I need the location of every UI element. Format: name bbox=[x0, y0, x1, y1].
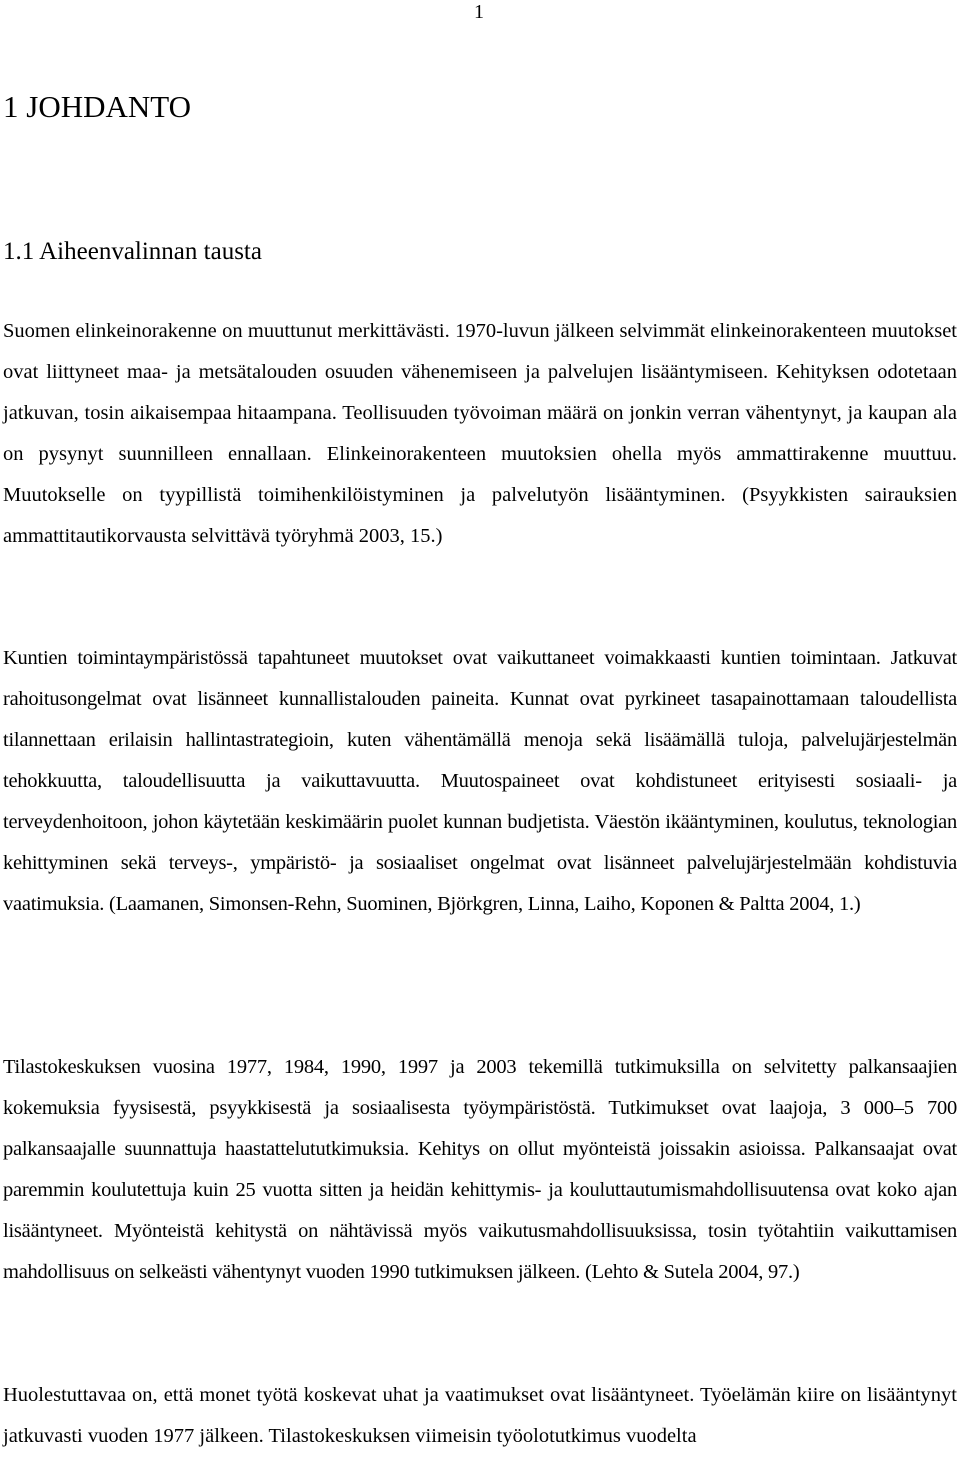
section-title: 1.1 Aiheenvalinnan tausta bbox=[3, 238, 262, 265]
paragraph-kuntien-toimintaymparisto: Kuntien toimintaympäristössä tapahtuneet muutokset ovat vaikuttaneet voimakkaasti kuntien toimintaan. Jatkuvat rahoitusongelmat ovat lisänneet kunnallistalouden paineita. Kunnat ovat pyrkineet tasapainottamaan taloudellista tilannettaan erilaisin hallintastrategioin, kuten vähentämällä menoja sekä lisäämällä tuloja, palvelujärjestelmän tehokkuutta, taloudellisuutta ja vaikuttavuutta. Muutospaineet ovat kohdistuneet erityisesti sosiaali- ja terveydenhoitoon, johon käytetään keskimäärin puolet kunnan budjetista. Väestön ikääntyminen, koulutus, teknologian kehittyminen sekä terveys-, ympäristö- ja sosiaaliset ongelmat ovat lisänneet palvelujärjestelmään kohdistuvia vaatimuksia. (Laamanen, Simonsen-Rehn, Suominen, Björkgren, Linna, Laiho, Koponen & Paltta 2004, 1.) bbox=[3, 647, 957, 915]
page-number: 1 bbox=[474, 1, 484, 23]
chapter-title: 1 JOHDANTO bbox=[3, 89, 192, 124]
paragraph-huolestuttavaa: Huolestuttavaa on, että monet työtä koskevat uhat ja vaatimukset ovat lisääntyneet. Työelämän kiire on lisääntynyt jatkuvasti vuoden 1977 jälkeen. Tilastokeskuksen viimeisin työolotutkimus vuodelta bbox=[3, 1384, 957, 1447]
paragraph-elinkeinorakenne: Suomen elinkeinorakenne on muuttunut merkittävästi. 1970-luvun jälkeen selvimmät elinkeinorakenteen muutokset ovat liittyneet maa- ja metsätalouden osuuden vähenemiseen ja palvelujen lisääntymiseen. Kehityksen odotetaan jatkuvan, tosin aikaisempaa hitaampana. Teollisuuden työvoiman määrä on jonkin verran vähentynyt, ja kaupan ala on pysynyt suunnilleen ennallaan. Elinkeinorakenteen muutoksien ohella myös ammattirakenne muuttuu. Muutokselle on tyypillistä toimihenkilöistyminen ja palvelutyön lisääntyminen. (Psyykkisten sairauksien ammattitautikorvausta selvittävä työryhmä 2003, 15.) bbox=[3, 320, 957, 547]
paragraph-tilastokeskus-tutkimukset: Tilastokeskuksen vuosina 1977, 1984, 1990, 1997 ja 2003 tekemillä tutkimuksilla on selvitetty palkansaajien kokemuksia fyysisestä, psyykkisestä ja sosiaalisesta työympäristöstä. Tutkimukset ovat laajoja, 3 000–5 700 palkansaajalle suunnattuja haastattelututkimuksia. Kehitys on ollut myönteistä joissakin asioissa. Palkansaajat ovat paremmin koulutettuja kuin 25 vuotta sitten ja heidän kehittymis- ja kouluttautumismahdollisuutensa ovat koko ajan lisääntyneet. Myönteistä kehitystä on nähtävissä myös vaikutusmahdollisuuksissa, tosin työtahtiin vaikuttamisen mahdollisuus on selkeästi vähentynyt vuoden 1990 tutkimuksen jälkeen. (Lehto & Sutela 2004, 97.) bbox=[3, 1056, 957, 1283]
